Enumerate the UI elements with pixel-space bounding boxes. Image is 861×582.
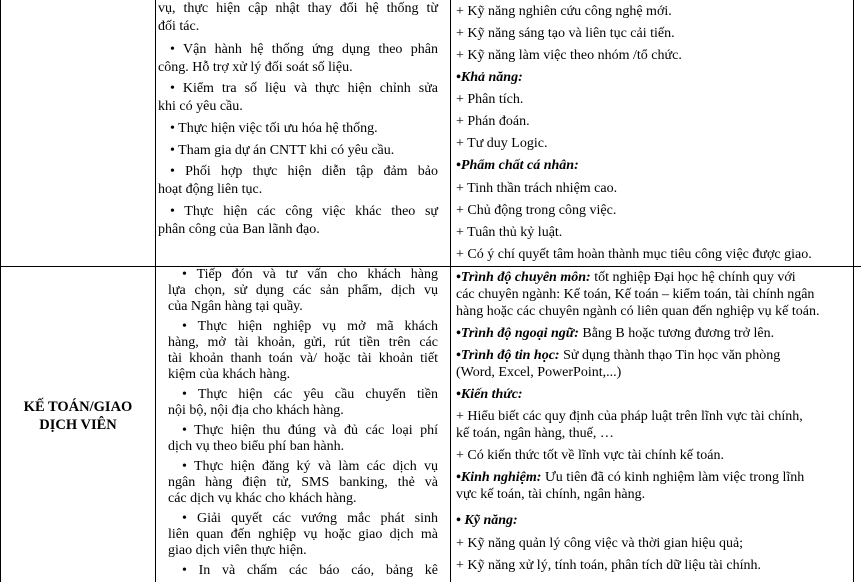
req-heading: •Phẩm chất cá nhân: bbox=[456, 158, 579, 173]
duty-line: • Tham gia dự án CNTT khi có yêu cầu. bbox=[170, 143, 395, 158]
duty-line: công. Hỗ trợ xử lý đối soát số liệu. bbox=[158, 60, 353, 75]
req-text: Bằng B hoặc tương đương trở lên. bbox=[578, 326, 775, 341]
table-border-col2 bbox=[450, 0, 451, 582]
req-line: + Kỹ năng nghiên cứu công nghệ mới. bbox=[456, 4, 672, 19]
req-line bbox=[456, 469, 804, 487]
duty-line: giao dịch viên thực hiện. bbox=[168, 543, 307, 558]
req-line: vực kế toán, tài chính, ngân hàng. bbox=[456, 487, 646, 502]
req-line: + Kỹ năng xử lý, tính toán, phân tích dữ liệu tài chính. bbox=[456, 558, 761, 573]
duty-line: • Giải quyết các vướng mắc phát sinh bbox=[182, 511, 438, 526]
duty-line: • Thực hiện các yêu cầu chuyển tiền bbox=[182, 387, 438, 402]
req-line: hàng hoặc các chuyên ngành có liên quan đến nghiệp vụ kế toán. bbox=[456, 304, 820, 319]
req-line: + Tư duy Logic. bbox=[456, 136, 548, 151]
duty-line: của Ngân hàng tại quầy. bbox=[168, 299, 303, 314]
duty-line: • Thực hiện thu đúng và đủ các loại phí bbox=[182, 423, 438, 438]
table-border-right bbox=[853, 0, 854, 582]
req-heading: •Khả năng: bbox=[456, 70, 523, 85]
req-line: + Phân tích. bbox=[456, 92, 524, 107]
req-line: kế toán, ngân hàng, thuế, … bbox=[456, 426, 614, 441]
req-heading: •Trình độ chuyên môn: bbox=[456, 270, 591, 285]
role-title-line1: KẾ TOÁN/GIAO bbox=[23, 399, 133, 415]
duty-line: lựa chọn, sử dụng các sản phẩm, dịch vụ bbox=[168, 283, 438, 298]
req-line: các chuyên ngành: Kế toán, Kế toán – kiểm toán, tài chính ngân bbox=[456, 287, 815, 302]
duty-line: • Thực hiện việc tối ưu hóa hệ thống. bbox=[170, 121, 378, 136]
req-line: + Phán đoán. bbox=[456, 114, 530, 129]
req-line: + Kỹ năng sáng tạo và liên tục cải tiến. bbox=[456, 26, 675, 41]
duty-line: • Tiếp đón và tư vấn cho khách hàng bbox=[182, 267, 438, 282]
duty-line: • Thực hiện nghiệp vụ mở mã khách bbox=[182, 319, 438, 334]
req-line: + Tuân thủ kỷ luật. bbox=[456, 225, 563, 240]
req-heading: •Trình độ ngoại ngữ: bbox=[456, 326, 579, 341]
req-line bbox=[456, 325, 774, 343]
duty-line: khi có yêu cầu. bbox=[158, 99, 243, 114]
duty-line: • Vận hành hệ thống ứng dụng theo phân bbox=[170, 42, 438, 57]
duty-line: liên quan đến nghiệp vụ hoặc giao dịch mà bbox=[168, 527, 438, 542]
duty-line: dịch vụ theo biểu phí ban hành. bbox=[168, 439, 345, 454]
req-line: + Có ý chí quyết tâm hoàn thành mục tiêu công việc được giao. bbox=[456, 247, 812, 262]
req-text: Ưu tiên đã có kinh nghiệm làm việc trong lĩnh bbox=[541, 470, 805, 485]
duty-line: nội bộ, nội địa cho khách hàng. bbox=[168, 403, 344, 418]
duty-line: • In và chấm các báo cáo, bảng kê bbox=[182, 563, 438, 578]
req-line: + Tinh thần trách nhiệm cao. bbox=[456, 181, 618, 196]
req-heading: •Kinh nghiệm: bbox=[456, 470, 542, 485]
req-heading: • Kỹ năng: bbox=[456, 513, 518, 528]
duty-line: các dịch vụ khác cho khách hàng. bbox=[168, 491, 357, 506]
duty-line: ngân hàng điện tử, SMS banking, thẻ và bbox=[168, 475, 438, 490]
req-heading: •Trình độ tin học: bbox=[456, 348, 560, 363]
req-line: + Có kiến thức tốt về lĩnh vực tài chính kế toán. bbox=[456, 448, 725, 463]
req-line: + Kỹ năng quản lý công việc và thời gian hiệu quả; bbox=[456, 536, 744, 551]
table-border-left bbox=[0, 0, 1, 582]
req-line: + Hiểu biết các quy định của pháp luật trên lĩnh vực tài chính, bbox=[456, 409, 803, 424]
req-text: tốt nghiệp Đại học hệ chính quy với bbox=[590, 270, 796, 285]
duty-line: phân công của Ban lãnh đạo. bbox=[158, 222, 320, 237]
duty-line: kiệm của khách hàng. bbox=[168, 367, 291, 382]
duty-line: hoạt động liên tục. bbox=[158, 182, 263, 197]
req-text: Sử dụng thành thạo Tin học văn phòng bbox=[559, 348, 781, 363]
req-line: + Chủ động trong công việc. bbox=[456, 203, 617, 218]
req-line bbox=[456, 347, 780, 365]
duty-line: tài khoản thanh toán và/ hoặc tài khoản tiết bbox=[168, 351, 438, 366]
req-line: (Word, Excel, PowerPoint,...) bbox=[456, 365, 622, 380]
duty-line: đối tác. bbox=[158, 19, 200, 34]
duty-line: • Kiểm tra số liệu và thực hiện chỉnh sửa bbox=[170, 81, 438, 96]
duty-line: hàng, mở tài khoản, gửi, rút tiền trên các bbox=[168, 335, 438, 350]
req-heading: •Kiến thức: bbox=[456, 387, 523, 402]
role-title-line2: DỊCH VIÊN bbox=[39, 417, 117, 433]
duty-line: • Thực hiện các công việc khác theo sự bbox=[170, 204, 438, 219]
req-line bbox=[456, 269, 796, 287]
duty-line: • Thực hiện đăng ký và làm các dịch vụ bbox=[182, 459, 438, 474]
duty-line: • Phối hợp thực hiện diễn tập đảm bảo bbox=[170, 164, 438, 179]
req-line: + Kỹ năng làm việc theo nhóm /tổ chức. bbox=[456, 48, 682, 63]
table-border-col1 bbox=[155, 0, 156, 582]
duty-line: vụ, thực hiện cập nhật thay đổi hệ thống từ bbox=[158, 1, 438, 16]
